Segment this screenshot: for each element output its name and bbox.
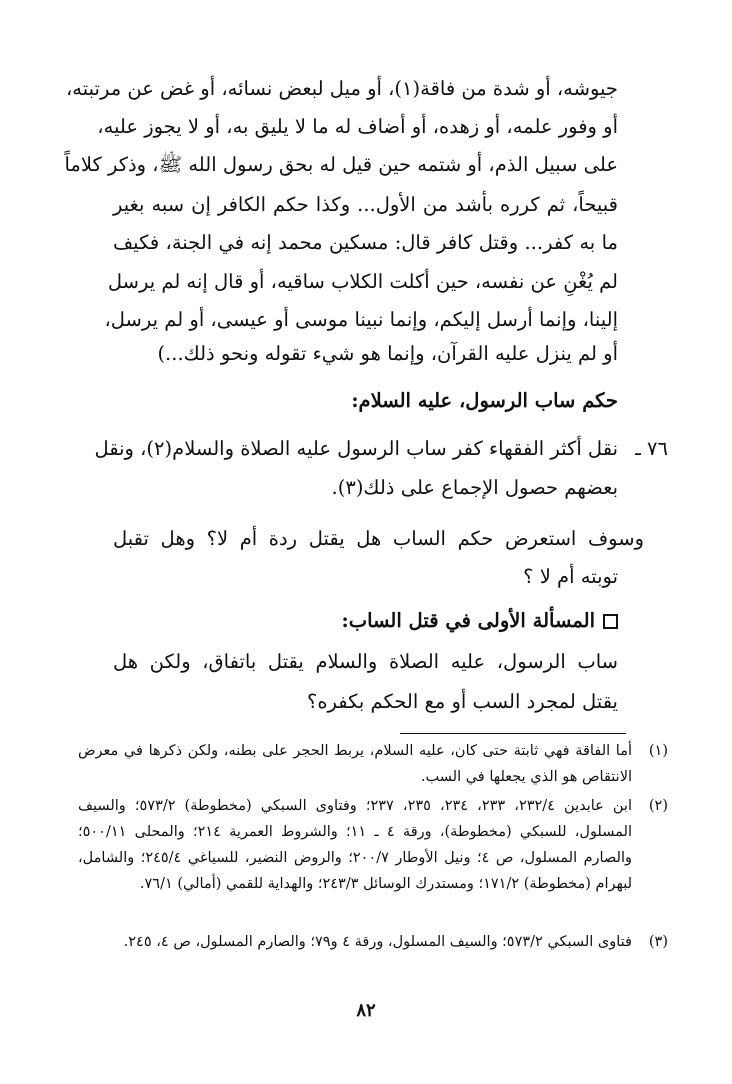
para76-line-2: بعضهم حصول الإجماع على ذلك(٣). xyxy=(331,476,618,499)
page-number: ٨٢ xyxy=(356,1000,376,1021)
body-line-5: ما به كفر... وقتل كافر قال: مسكين محمد إنه في الجنة، فكيف xyxy=(113,231,618,254)
footnote-1 xyxy=(78,738,668,790)
footnote-2-text: ابن عابدين ٢٣٢/٤، ٢٣٣، ٢٣٤، ٢٣٥، ٢٣٧؛ وفتاوى السبكي (مخطوطة) ٥٧٣/٢؛ والسيف المسلول، للسبكي (مخطوطة)، ورقة ٤ ـ ١١؛ والشروط العمرية ٢١٤؛ والمحلى ٥٠٠/١١؛ والصارم المسلول، ص ٤؛ ونيل الأوطار ٢٠٠/٧؛ والروض النضير، للسياغي ٢٤٥/٤؛ والشامل، لبهرام (مخطوطة) ١٧١/٢؛ ومستدرك الوسائل ٢٤٣/٣؛ والهداية للقمي (أمالي) ٧٦/١. xyxy=(78,798,632,892)
subsection-heading xyxy=(342,600,618,642)
question-line-2: توبته أم لا ؟ xyxy=(523,565,618,588)
section-heading: حكم ساب الرسول، عليه السلام: xyxy=(351,389,618,412)
first-issue-line-2: يقتل لمجرد السب أو مع الحكم بكفره؟ xyxy=(306,690,618,713)
question-line-1: وسوف استعرض حكم الساب هل يقتل ردة أم لا؟ وهل تقبل xyxy=(113,527,644,550)
square-bullet-icon xyxy=(603,614,618,629)
footnote-3 xyxy=(78,929,668,955)
body-line-1: جيوشه، أو شدة من فاقة(١)، أو ميل لبعض نسائه، أو غض عن مرتبته، xyxy=(66,77,618,100)
footnote-2-number: (٢) xyxy=(648,798,668,814)
body-line-8: أو لم ينزل عليه القرآن، وإنما هو شيء تقوله ونحو ذلك...) xyxy=(157,342,618,365)
subsection-heading-text: المسألة الأولى في قتل الساب: xyxy=(341,609,595,632)
body-line-6: لم يُغْنِ عن نفسه، حين أكلت الكلاب ساقيه، أو قال إنه لم يرسل xyxy=(107,270,618,293)
body-line-7: إلينا، وإنما أرسل إليكم، وإنما نبينا موسى أو عيسى، أو لم يرسل، xyxy=(104,308,618,331)
footnote-1-number: (١) xyxy=(648,743,668,759)
body-line-4: قبيحاً، ثم كرره بأشد من الأول... وكذا حكم الكافر إن سبه بغير xyxy=(113,193,618,216)
footnote-3-number: (٣) xyxy=(648,934,668,950)
footnote-3-text: فتاوى السبكي ٥٧٣/٢؛ والسيف المسلول، ورقة ٤ و٧٩؛ والصارم المسلول، ص ٤، ٢٤٥. xyxy=(123,934,632,950)
paragraph-number: ٧٦ ـ xyxy=(635,437,668,460)
body-line-3: على سبيل الذم، أو شتمه حين قيل له بحق رسول الله ﷺ، وذكر كلاماً xyxy=(64,153,618,176)
footnote-separator xyxy=(400,733,626,734)
first-issue-line-1: ساب الرسول، عليه الصلاة والسلام يقتل باتفاق، ولكن هل xyxy=(113,650,618,673)
footnote-2 xyxy=(78,793,668,897)
footnote-1-text: أما الفاقة فهي ثابتة حتى كان، عليه السلام، يربط الحجر على بطنه، ولكن ذكرها في معرض الانتقاص هو الذي يجعلها في السب. xyxy=(78,743,632,785)
body-line-2: أو وفور علمه، أو زهده، أو أضاف له ما لا يليق به، أو لا يجوز عليه، xyxy=(97,115,618,138)
para76-line-1: نقل أكثر الفقهاء كفر ساب الرسول عليه الصلاة والسلام(٢)، ونقل xyxy=(94,437,618,460)
